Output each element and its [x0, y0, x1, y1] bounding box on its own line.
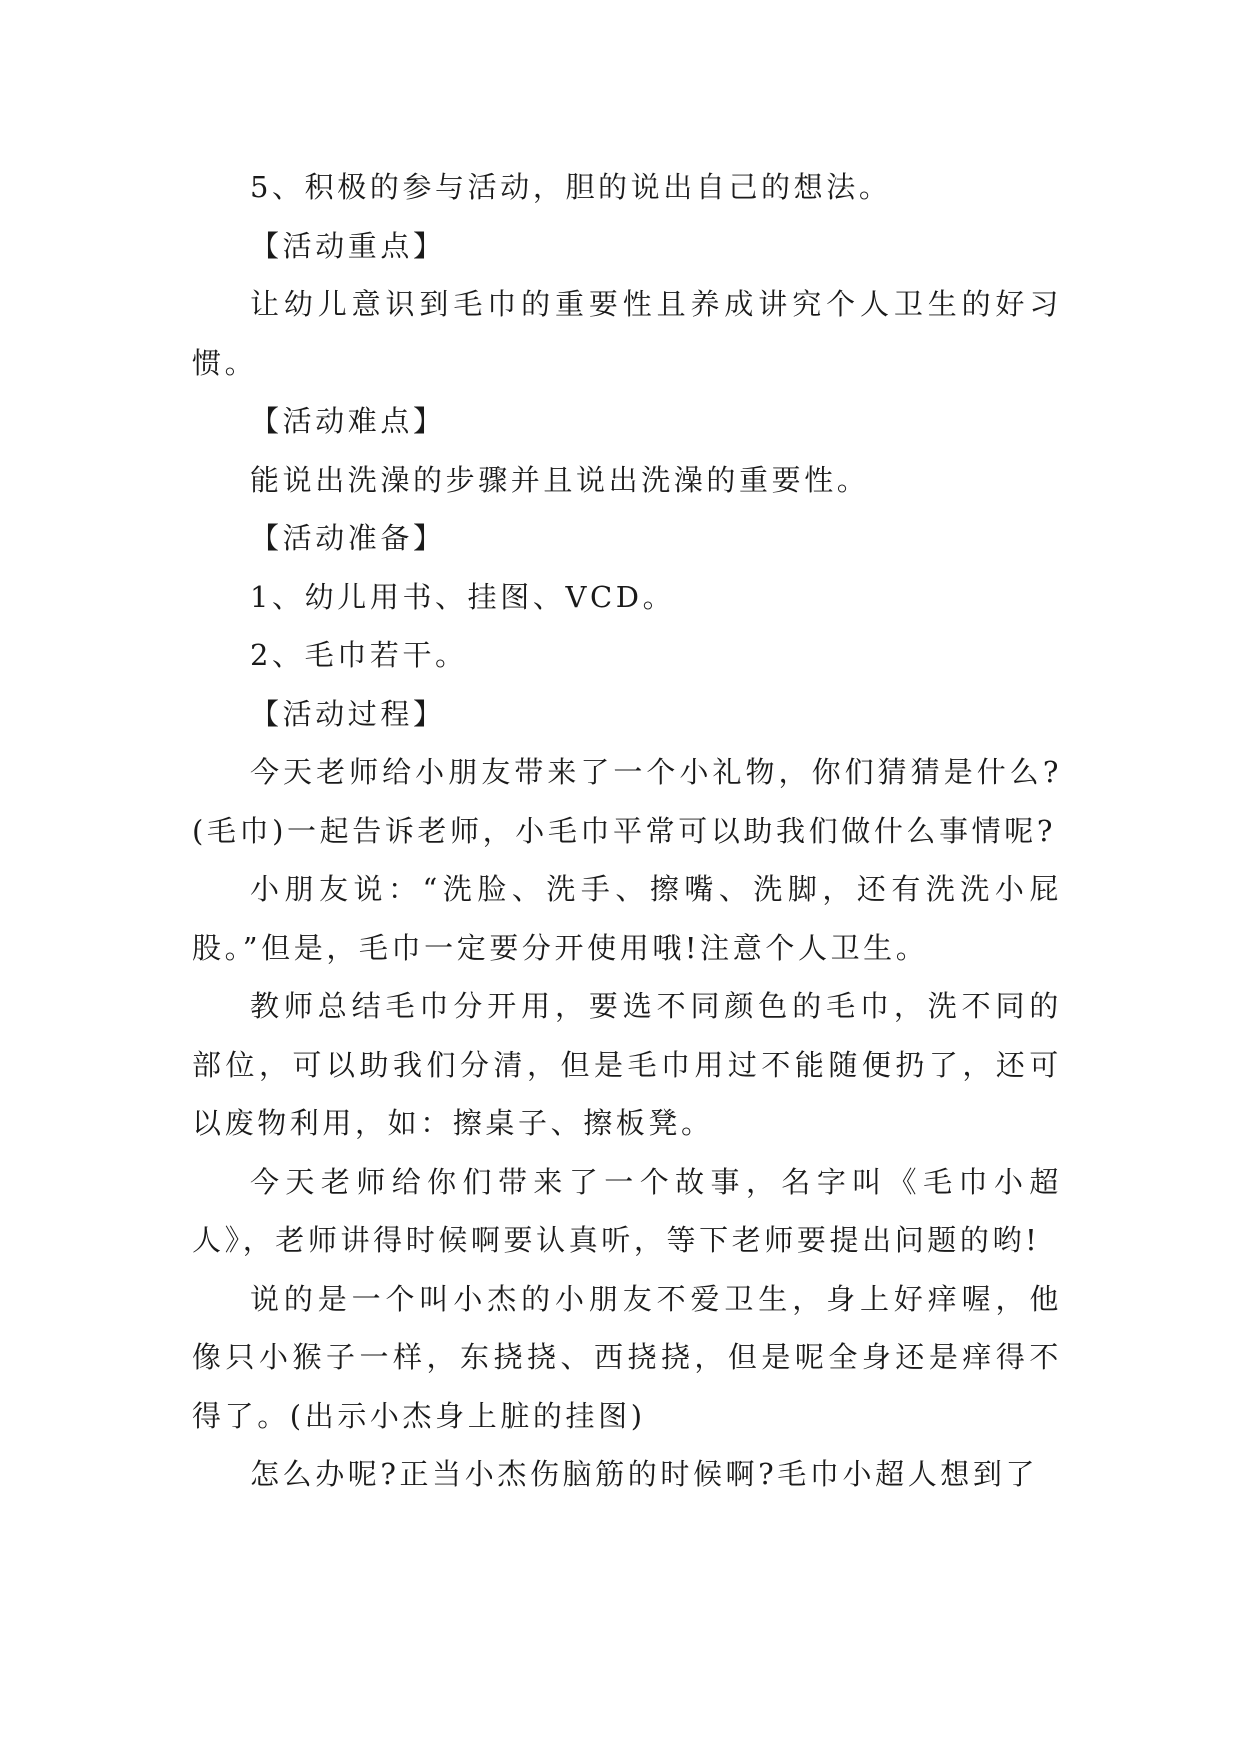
paragraph-process-5: 说的是一个叫小杰的小朋友不爱卫生，身上好痒喔，他像只小猴子一样，东挠挠、西挠挠，但是呢全身还是痒得不得了。(出示小杰身上脏的挂图) — [192, 1281, 1062, 1433]
paragraph-process-1: 今天老师给小朋友带来了一个小礼物，你们猜猜是什么?(毛巾)一起告诉老师，小毛巾平常可以助我们做什么事情呢? — [192, 755, 1062, 848]
heading-activity-preparation: 【活动准备】 — [250, 521, 446, 555]
paragraph-process-2: 小朋友说：“洗脸、洗手、擦嘴、洗脚，还有洗洗小屁股。”但是，毛巾一定要分开使用哦!注意个人卫生。 — [192, 872, 1062, 965]
paragraph-process-3: 教师总结毛巾分开用，要选不同颜色的毛巾，洗不同的部位，可以助我们分清，但是毛巾用过不能随便扔了，还可以废物利用，如：擦桌子、擦板凳。 — [192, 989, 1062, 1140]
heading-activity-process: 【活动过程】 — [250, 696, 446, 731]
paragraph-prep-1: 1、幼儿用书、挂图、VCD。 — [250, 579, 676, 614]
paragraph-difficulty: 能说出洗澡的步骤并且说出洗澡的重要性。 — [250, 462, 870, 497]
paragraph-prep-2: 2、毛巾若干。 — [250, 638, 468, 672]
paragraph-process-6: 怎么办呢?正当小杰伤脑筋的时候啊?毛巾小超人想到了 — [250, 1457, 1039, 1491]
document-body — [192, 158, 1062, 1504]
paragraph-focus: 让幼儿意识到毛巾的重要性且养成讲究个人卫生的好习惯。 — [192, 287, 1062, 380]
paragraph-goal-5: 5、积极的参与活动，胆的说出自己的想法。 — [250, 170, 892, 204]
heading-activity-difficulty: 【活动难点】 — [250, 404, 446, 438]
heading-activity-focus: 【活动重点】 — [250, 228, 446, 263]
paragraph-process-4: 今天老师给你们带来了一个故事，名字叫《毛巾小超人》，老师讲得时候啊要认真听，等下老师要提出问题的哟! — [192, 1164, 1062, 1257]
